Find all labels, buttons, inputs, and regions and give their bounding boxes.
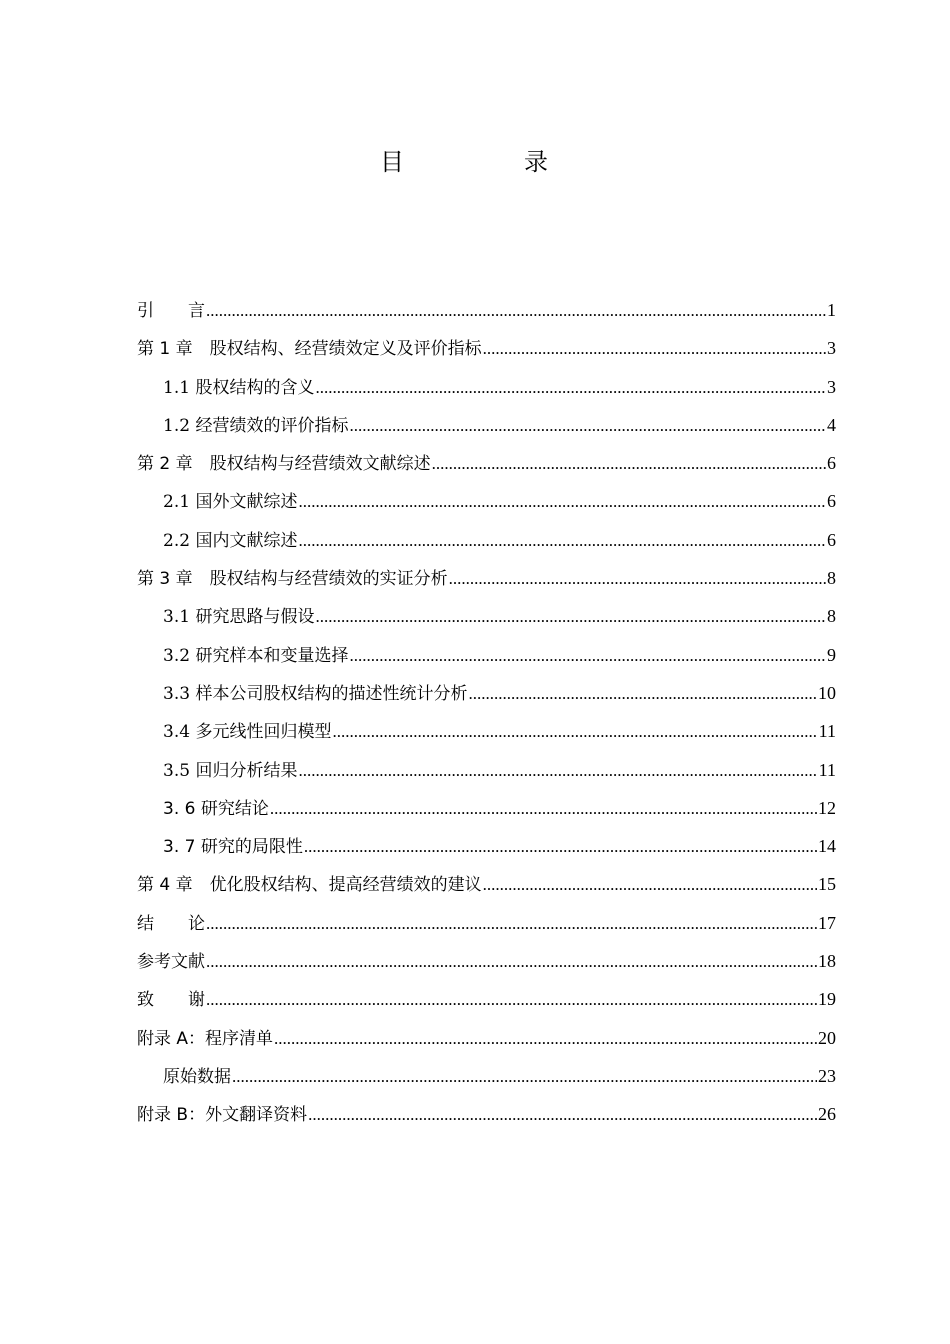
toc-page-number: 3 (827, 338, 836, 359)
toc-entry[interactable] (137, 865, 836, 903)
toc-entry-label: 3.2 研究样本和变量选择 (163, 645, 349, 666)
toc-page-number: 6 (827, 491, 836, 512)
toc-entry[interactable] (137, 406, 836, 444)
toc-page-number: 11 (818, 759, 836, 780)
toc-page-number: 12 (818, 797, 836, 818)
toc-leader-dots (206, 905, 817, 943)
toc-entry[interactable] (137, 904, 836, 942)
toc-leader-dots (298, 752, 817, 790)
toc-entry[interactable] (137, 329, 836, 367)
toc-entry-label: 2.2 国内文献综述 (163, 530, 298, 551)
toc-entry-label: 1.1 股权结构的含义 (163, 377, 315, 398)
toc-entry[interactable] (137, 368, 836, 406)
toc-page-number: 3 (827, 376, 836, 397)
toc-leader-dots (298, 483, 826, 521)
toc-leader-dots (206, 981, 817, 1019)
toc-leader-dots (468, 675, 817, 713)
toc-page-number: 6 (827, 453, 836, 474)
toc-entry-label: 附录 B：外文翻译资料 (137, 1105, 308, 1126)
toc-page-number: 23 (818, 1065, 836, 1086)
toc-entry-label: 第 1 章 股权结构、经营绩效定义及评价指标 (137, 339, 482, 360)
toc-page-number: 11 (818, 721, 836, 742)
toc-page-number: 17 (818, 912, 836, 933)
toc-entry[interactable] (137, 674, 836, 712)
toc-entry[interactable] (137, 827, 836, 865)
toc-page-number: 8 (827, 568, 836, 589)
toc-leader-dots (270, 790, 817, 828)
toc-entry[interactable] (137, 789, 836, 827)
toc-page-number: 9 (827, 644, 836, 665)
toc-leader-dots (315, 369, 826, 407)
toc-leader-dots (349, 407, 826, 445)
toc-entry-label: 2.1 国外文献综述 (163, 492, 298, 513)
toc-entry[interactable] (137, 1057, 836, 1095)
toc-page-number: 8 (827, 606, 836, 627)
toc-page-number: 14 (818, 836, 836, 857)
table-of-contents (137, 291, 836, 1134)
toc-page-number: 20 (818, 1027, 836, 1048)
toc-leader-dots (449, 560, 826, 598)
toc-entry-label: 致 谢 (137, 990, 205, 1011)
page-title: 目 录 (380, 148, 596, 176)
toc-entry[interactable] (137, 521, 836, 559)
toc-entry[interactable] (137, 559, 836, 597)
toc-entry-label: 结 论 (137, 913, 205, 934)
toc-page-number: 10 (818, 682, 836, 703)
toc-entry-label: 附录 A：程序清单 (137, 1028, 274, 1049)
toc-entry[interactable] (137, 291, 836, 329)
toc-leader-dots (483, 330, 826, 368)
toc-page-number: 15 (818, 874, 836, 895)
toc-entry-label: 第 3 章 股权结构与经营绩效的实证分析 (137, 569, 448, 590)
toc-entry[interactable] (137, 712, 836, 750)
toc-leader-dots (432, 445, 826, 483)
toc-entry-label: 引 言 (137, 301, 205, 321)
toc-page-number: 6 (827, 529, 836, 550)
toc-entry[interactable] (137, 482, 836, 520)
toc-entry-label: 3.1 研究思路与假设 (163, 607, 315, 628)
toc-entry-label: 3. 6 研究结论 (163, 798, 269, 819)
toc-entry-label: 3.5 回归分析结果 (163, 760, 298, 781)
toc-leader-dots (304, 828, 817, 866)
toc-entry[interactable] (137, 1095, 836, 1133)
toc-entry-label: 3.3 样本公司股权结构的描述性统计分析 (163, 683, 468, 704)
toc-entry[interactable] (137, 636, 836, 674)
toc-page-number: 1 (827, 300, 836, 320)
toc-leader-dots (274, 1020, 817, 1058)
toc-leader-dots (349, 637, 826, 675)
toc-entry-label: 第 4 章 优化股权结构、提高经营绩效的建议 (137, 875, 482, 896)
toc-entry-label: 第 2 章 股权结构与经营绩效文献综述 (137, 454, 431, 475)
toc-leader-dots (308, 1096, 817, 1134)
toc-leader-dots (483, 866, 817, 904)
toc-entry-label: 3. 7 研究的局限性 (163, 837, 303, 858)
toc-entry-label: 原始数据 (163, 1066, 231, 1087)
toc-entry[interactable] (137, 751, 836, 789)
toc-entry-label: 3.4 多元线性回归模型 (163, 722, 332, 743)
toc-entry[interactable] (137, 1019, 836, 1057)
toc-leader-dots (232, 1058, 817, 1096)
toc-entry[interactable] (137, 444, 836, 482)
toc-entry[interactable] (137, 942, 836, 980)
toc-page-number: 4 (827, 414, 836, 435)
toc-entry-label: 参考文献 (137, 952, 205, 973)
toc-leader-dots (315, 598, 826, 636)
toc-leader-dots (332, 713, 817, 751)
toc-entry[interactable] (137, 597, 836, 635)
toc-leader-dots (206, 943, 817, 981)
toc-leader-dots (298, 522, 826, 560)
toc-leader-dots (206, 292, 826, 330)
toc-page-number: 18 (818, 951, 836, 972)
toc-page-number: 26 (818, 1104, 836, 1125)
toc-entry[interactable] (137, 980, 836, 1018)
toc-page-number: 19 (818, 989, 836, 1010)
toc-entry-label: 1.2 经营绩效的评价指标 (163, 415, 349, 436)
